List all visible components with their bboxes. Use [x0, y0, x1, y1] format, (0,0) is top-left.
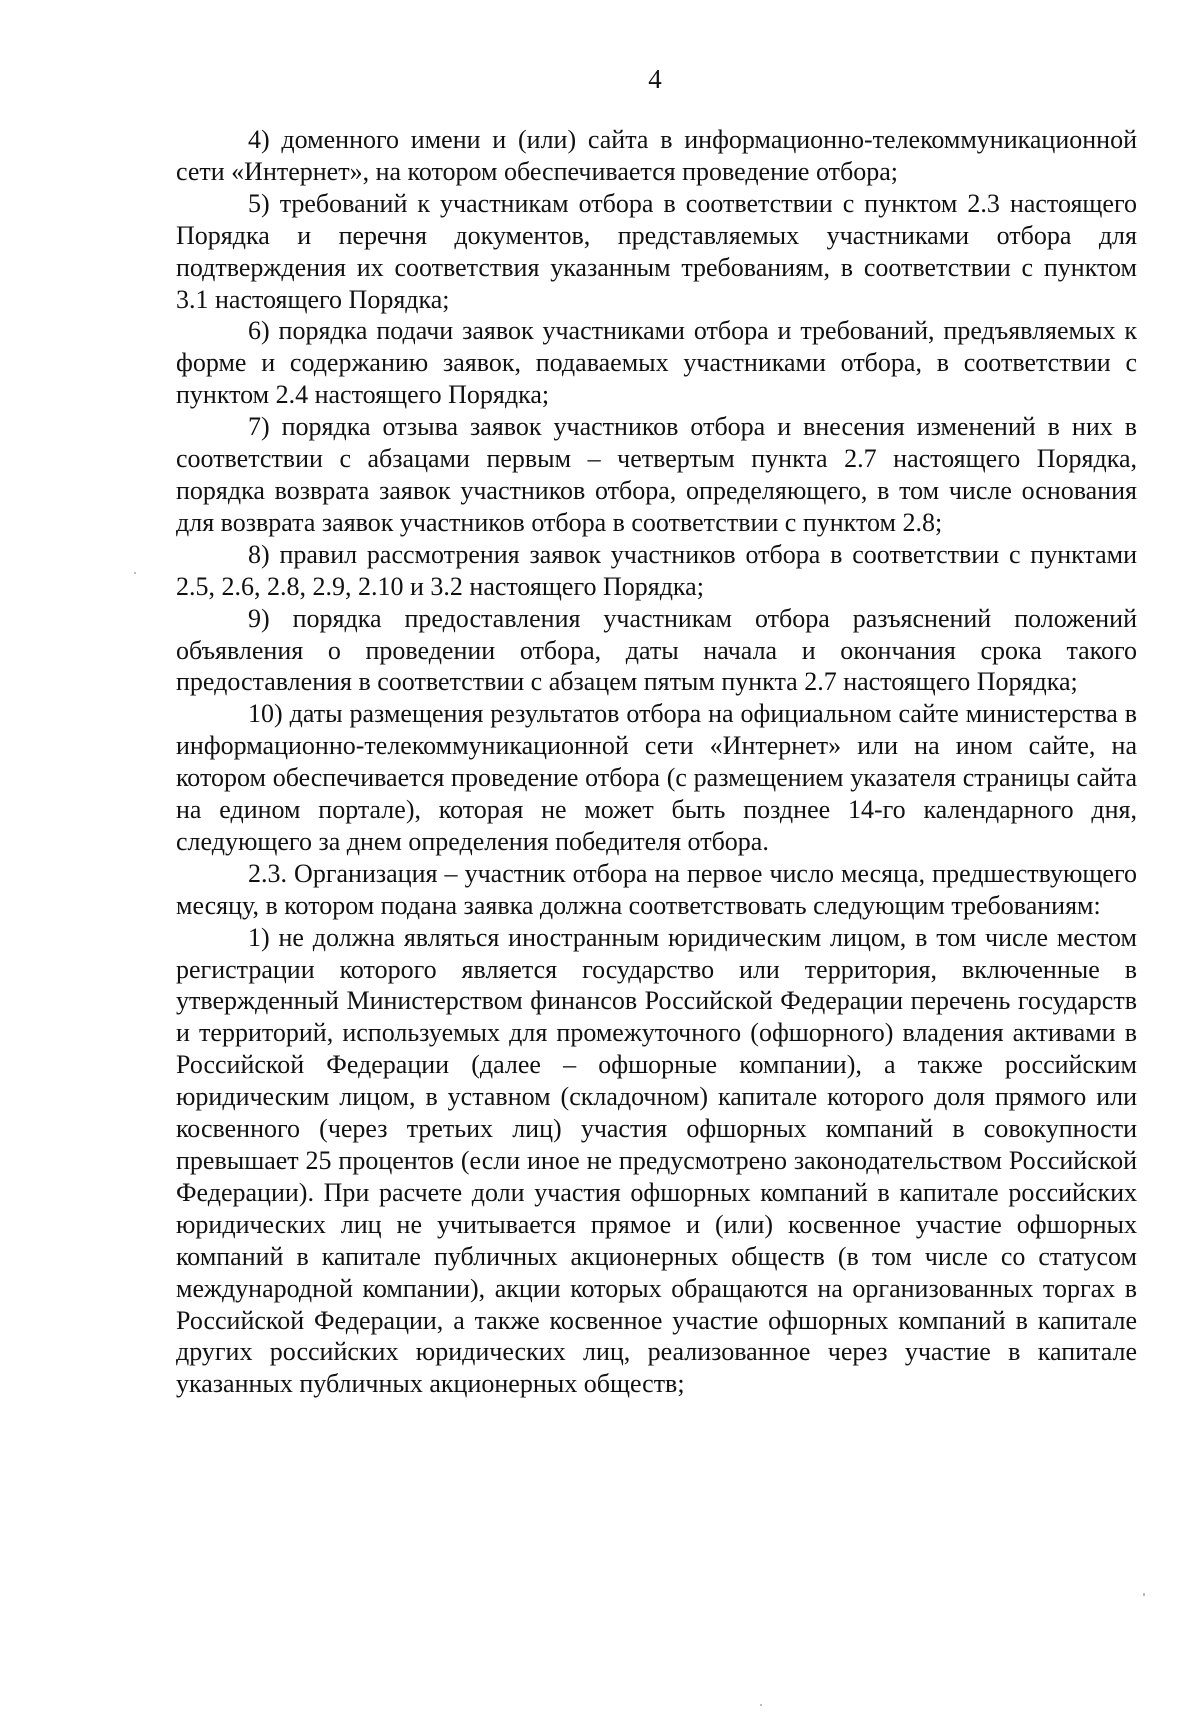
paragraph-item-7: 7) порядка отзыва заявок участников отбора и внесения изменений в них в соответствии с абзацами первым – четвертым пункта 2.7 настоящего Порядка, порядка возврата заявок участников отбора, определяющего, в том числе основания для возврата заявок участников отбора в соответствии с пунктом 2.8;: [176, 412, 1137, 537]
paragraph-item-8: 8) правил рассмотрения заявок участников отбора в соответствии с пунктами 2.5, 2.6, 2.8, 2.9, 2.10 и 3.2 настоящего Порядка;: [176, 539, 1137, 601]
scan-speck: [1143, 1593, 1145, 1596]
scan-speck: [134, 572, 136, 574]
page-number: 4: [648, 64, 662, 94]
document-body: [176, 124, 1137, 1400]
paragraph-item-5: 5) требований к участникам отбора в соответствии с пунктом 2.3 настоящего Порядка и перечня документов, представляемых участниками отбора для подтверждения их соответствия указанным требованиям, в соответствии с пунктом 3.1 настоящего Порядка;: [176, 188, 1137, 314]
scan-speck: [760, 1704, 762, 1706]
paragraph-item-6: 6) порядка подачи заявок участниками отбора и требований, предъявляемых к форме и содержанию заявок, подаваемых участниками отбора, в соответствии с пунктом 2.4 настоящего Порядка;: [176, 316, 1137, 410]
paragraph-item-4: 4) доменного имени и (или) сайта в информационно-телекоммуникационной сети «Интернет», на котором обеспечивается проведение отбора;: [176, 125, 1137, 186]
paragraph-section-2-3: 2.3. Организация – участник отбора на первое число месяца, предшествующего месяцу, в котором подана заявка должна соответствовать следующим требованиям:: [176, 858, 1137, 920]
paragraph-item-9: 9) порядка предоставления участникам отбора разъяснений положений объявления о проведении отбора, даты начала и окончания срока такого предоставления в соответствии с абзацем пятым пункта 2.7 настоящего Порядка;: [176, 603, 1137, 697]
paragraph-requirement-1: 1) не должна являться иностранным юридическим лицом, в том числе местом регистрации которого является государство или территория, включенные в утвержденный Министерством финансов Российской Федерации перечень государств и территорий, используемых для промежуточного (офшорного) владения активами в Российской Федерации (далее – офшорные компании), а также российским юридическим лицом, в уставном (складочном) капитале которого доля прямого или косвенного (через третьих лиц) участия офшорных компаний в совокупности превышает 25 процентов (если иное не предусмотрено законодательством Российской Федерации). При расчете доли участия офшорных компаний в капитале российских юридических лиц не учитывается прямое и (или) косвенное участие офшорных компаний в капитале публичных акционерных обществ (в том числе со статусом международной компании), акции которых обращаются на организованных торгах в Российской Федерации, а также косвенное участие офшорных компаний в капитале других российских юридических лиц, реализованное через участие в капитале указанных публичных акционерных обществ;: [176, 922, 1137, 1399]
paragraph-item-10: 10) даты размещения результатов отбора на официальном сайте министерства в информационно-телекоммуникационной сети «Интернет» или на ином сайте, на котором обеспечивается проведение отбора (с размещением указателя страницы сайта на едином портале), которая не может быть позднее 14-го календарного дня, следующего за днем определения победителя отбора.: [176, 699, 1137, 856]
